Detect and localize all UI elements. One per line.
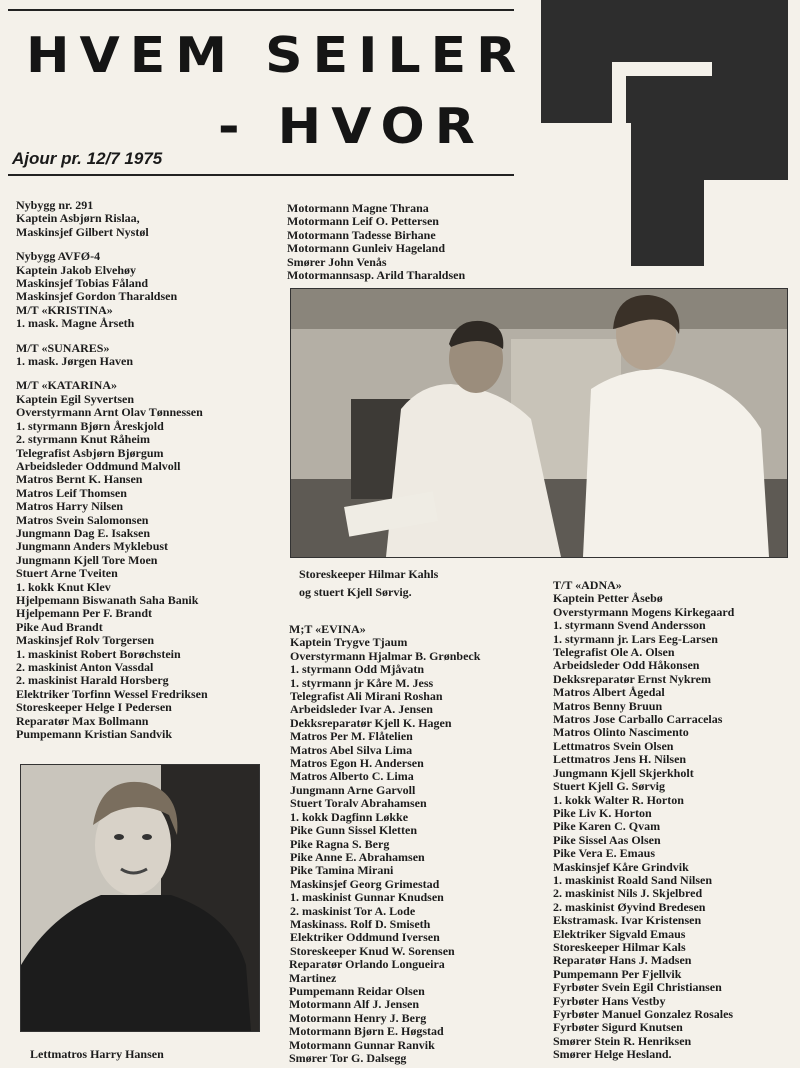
crew-line: Maskinsjef Gordon Tharaldsen	[16, 289, 178, 304]
crew-line: Maskinsjef Rolv Torgersen	[16, 633, 154, 648]
crew-line: Maskinass. Rolf D. Smiseth	[290, 916, 431, 931]
word: Mogens	[631, 604, 672, 619]
crew-line: Smører Stein R. Henriksen	[553, 1033, 692, 1048]
crew-line: 1. styrmann Odd Mjåvatn	[290, 662, 425, 677]
crew-line: Fyrbøter Sigurd Knutsen	[553, 1020, 683, 1035]
logo-notch-1	[612, 62, 712, 76]
photo-storeskeeper-and-stuert	[290, 288, 788, 558]
crew-line: Motormannsasp. Arild Tharaldsen	[287, 268, 466, 283]
crew-line: 1. kokk Knut Klev	[16, 579, 111, 594]
crew-line: M/T «KATARINA»	[16, 378, 118, 393]
crew-line: Telegrafist Asbjørn Bjørgum	[16, 445, 164, 460]
crew-line: Matros Leif Thomsen	[16, 485, 127, 500]
crew-line: Pumpemann Kristian Sandvik	[16, 727, 173, 742]
crew-line: Pumpemann Per Fjellvik	[553, 966, 682, 981]
crew-line: Kaptein Trygve Tjaum	[290, 635, 408, 650]
crew-line: Motormann Leif O. Pettersen	[287, 214, 439, 229]
crew-line: Lettmatros Svein Olsen	[553, 738, 674, 753]
crew-line: Matros Svein Salomonsen	[16, 512, 149, 527]
crew-line: 1. mask. Jørgen Haven	[16, 354, 133, 369]
photo-caption-line2: og stuert Kjell Sørvig.	[299, 585, 412, 599]
crew-line: Motormann Gunnar Ranvik	[289, 1037, 435, 1052]
crew-line: Pike Vera E. Emaus	[553, 846, 656, 861]
crew-line: Jungmann Arne Garvoll	[290, 782, 416, 797]
column-3-adna	[553, 579, 793, 1062]
photo-caption-line1: Storeskeeper Hilmar Kahls	[299, 567, 439, 581]
crew-line: Smører Tor G. Dalsegg	[289, 1051, 407, 1065]
crew-line: 1. styrmann jr. Lars Eeg-Larsen	[553, 631, 718, 646]
crew-line: 1. maskinist Roald Sand Nilsen	[553, 872, 713, 887]
ship-heading-evina: M;T «EVINA»	[289, 622, 366, 636]
crew-line: Pike Ragna S. Berg	[290, 836, 390, 851]
crew-line: Stuert Toralv Abrahamsen	[290, 796, 427, 811]
crew-line: 2. maskinist Tor A. Lode	[290, 903, 416, 918]
crew-line: Reparatør Hans J. Madsen	[553, 953, 692, 968]
crew-line: Maskinsjef Georg Grimestad	[290, 876, 440, 891]
crew-line: Pike Karen C. Qvam	[553, 819, 661, 834]
crew-line: Storeskeeper Knud W. Sorensen	[290, 943, 455, 958]
crew-line: Jungmann Kjell Skjerkholt	[553, 765, 694, 780]
crew-line: Elektriker Sigvald Emaus	[553, 926, 686, 941]
column-2-evina	[289, 623, 539, 1065]
crew-line: Matros Jose Carballo Carracelas	[553, 712, 723, 727]
crew-line: Nybygg AVFØ-4	[16, 249, 101, 264]
crew-line: Storeskeeper Hilmar Kals	[553, 939, 686, 954]
crew-line: Pike Anne E. Abrahamsen	[290, 849, 425, 864]
crew-line: Overstyrmann Arnt Olav Tønnessen	[16, 405, 203, 420]
crew-line: Dekksreparatør Kjell K. Hagen	[290, 715, 452, 730]
crew-line: Pike Aud Brandt	[16, 619, 103, 634]
crew-line: Telegrafist Ole A. Olsen	[553, 645, 675, 660]
crew-line: Nybygg nr. 291	[16, 198, 94, 212]
crew-line-reparator	[289, 958, 539, 971]
crew-line: 1. maskinist Gunnar Knudsen	[290, 890, 444, 905]
crew-line: Fyrbøter Hans Vestby	[553, 993, 666, 1008]
crew-line: Overstyrmann Hjalmar B. Grønbeck	[290, 648, 481, 663]
crew-line: Motormann Tadesse Birhane	[287, 227, 436, 242]
crew-line: 1. styrmann Bjørn Åreskjold	[16, 418, 164, 433]
crew-line: Reparatør Max Bollmann	[16, 713, 149, 728]
crew-line: 1. kokk Dagfinn Løkke	[290, 809, 409, 824]
word: Orlando	[345, 957, 389, 972]
crew-line: Pike Tamina Mirani	[290, 863, 394, 878]
crew-line: 2. maskinist Nils J. Skjelbred	[553, 886, 703, 901]
crew-line: Stuert Kjell G. Sørvig	[553, 779, 665, 794]
column-1	[16, 199, 281, 741]
crew-line: Matros Bernt K. Hansen	[16, 472, 143, 487]
column-2-top	[287, 202, 532, 282]
crew-line: Smører John Venås	[287, 254, 387, 269]
crew-line: M/T «KRISTINA»	[16, 302, 113, 317]
crew-line: Maskinsjef Tobias Fåland	[16, 276, 149, 291]
crew-line: Pike Sissel Aas Olsen	[553, 832, 661, 847]
crew-line: Matros Olinto Nascimento	[553, 725, 689, 740]
crew-line: Motormann Bjørn E. Høgstad	[289, 1024, 444, 1039]
crew-line: Stuert Arne Tveiten	[16, 566, 118, 581]
crew-line: Motormann Magne Thrana	[287, 201, 429, 215]
photo-caption-harry-hansen: Lettmatros Harry Hansen	[30, 1047, 164, 1061]
crew-line: Motormann Henry J. Berg	[289, 1010, 427, 1025]
crew-line: Matros Benny Bruun	[553, 698, 663, 713]
crew-line: Maskinsjef Gilbert Nystøl	[16, 224, 149, 239]
crew-line: Pike Gunn Sissel Kletten	[290, 823, 418, 838]
crew-line: Pumpemann Reidar Olsen	[289, 983, 425, 998]
crew-line: Lettmatros Jens H. Nilsen	[553, 752, 687, 767]
crew-line: Kaptein Egil Syvertsen	[16, 391, 135, 406]
page-title-line2: - HVOR	[218, 98, 485, 156]
crew-line: Matros Albert Ågedal	[553, 685, 665, 700]
word: Overstyrmann	[553, 604, 629, 619]
crew-line: Jungmann Dag E. Isaksen	[16, 525, 151, 540]
crew-line: Arbeidsleder Oddmund Malvoll	[16, 458, 181, 473]
crew-line: Elektriker Torfinn Wessel Fredriksen	[16, 686, 208, 701]
crew-line: Storeskeeper Helge I Pedersen	[16, 700, 172, 715]
crew-line: 2. maskinist Øyvind Bredesen	[553, 899, 706, 914]
crew-line: Ekstramask. Ivar Kristensen	[553, 913, 702, 928]
photo-harry-hansen	[20, 764, 260, 1032]
top-rule	[8, 9, 514, 11]
crew-line: Fyrbøter Svein Egil Christiansen	[553, 980, 722, 995]
crew-line: Smører Helge Hesland.	[553, 1047, 672, 1062]
crew-line: 1. kokk Walter R. Horton	[553, 792, 684, 807]
crew-line: Pike Liv K. Horton	[553, 805, 652, 820]
crew-line: Matros Harry Nilsen	[16, 499, 124, 514]
crew-line: Arbeidsleder Odd Håkonsen	[553, 658, 700, 673]
crew-line: Martinez	[289, 970, 337, 985]
word: Kirkegaard	[674, 604, 735, 619]
crew-line: 2. maskinist Anton Vassdal	[16, 660, 154, 674]
crew-line: Hjelpemann Per F. Brandt	[16, 606, 153, 621]
crew-line: 1. styrmann Svend Andersson	[553, 618, 706, 633]
crew-line: Elektriker Oddmund Iversen	[290, 930, 440, 945]
word: Longueira	[391, 957, 445, 972]
crew-line-overstyrmann	[553, 606, 793, 619]
crew-line: 2. styrmann Knut Råheim	[16, 432, 151, 447]
ajour-date: Ajour pr. 12/7 1975	[12, 149, 163, 168]
crew-line: Telegrafist Ali Mirani Roshan	[290, 689, 443, 704]
crew-line: Matros Alberto C. Lima	[290, 769, 414, 784]
crew-line: Jungmann Kjell Tore Moen	[16, 552, 158, 567]
crew-line: Fyrbøter Manuel Gonzalez Rosales	[553, 1007, 734, 1021]
ship-heading-adna: T/T «ADNA»	[553, 578, 622, 592]
crew-line: Matros Per M. Flåtelien	[290, 729, 413, 744]
crew-line: 1. mask. Magne Årseth	[16, 316, 135, 331]
header-bottom-rule	[8, 174, 514, 176]
crew-line: Matros Abel Silva Lima	[290, 742, 413, 757]
crew-line: M/T «SUNARES»	[16, 340, 110, 355]
crew-line: 1. maskinist Robert Borøchstein	[16, 646, 181, 661]
crew-line: Kaptein Jakob Elvehøy	[16, 262, 137, 277]
crew-line: Maskinsjef Kåre Grindvik	[553, 859, 689, 874]
word: Reparatør	[289, 957, 343, 972]
crew-line: 1. styrmann jr Kåre M. Jess	[290, 675, 434, 690]
crew-line: Dekksreparatør Ernst Nykrem	[553, 671, 711, 686]
crew-line: 2. maskinist Harald Horsberg	[16, 673, 169, 688]
crew-line: Motormann Alf J. Jensen	[289, 997, 419, 1012]
crew-line: Matros Egon H. Andersen	[290, 756, 424, 771]
crew-line: Hjelpemann Biswanath Saha Banik	[16, 592, 199, 607]
page-title-line1: HVEM SEILER	[26, 27, 527, 85]
crew-line: Kaptein Asbjørn Rislaa,	[16, 211, 140, 226]
logo-notch-2	[612, 62, 626, 179]
crew-line: Jungmann Anders Myklebust	[16, 539, 169, 554]
crew-line: Kaptein Petter Åsebø	[553, 591, 663, 606]
crew-line: Arbeidsleder Ivar A. Jensen	[290, 702, 433, 717]
crew-line: Motormann Gunleiv Hageland	[287, 241, 446, 256]
